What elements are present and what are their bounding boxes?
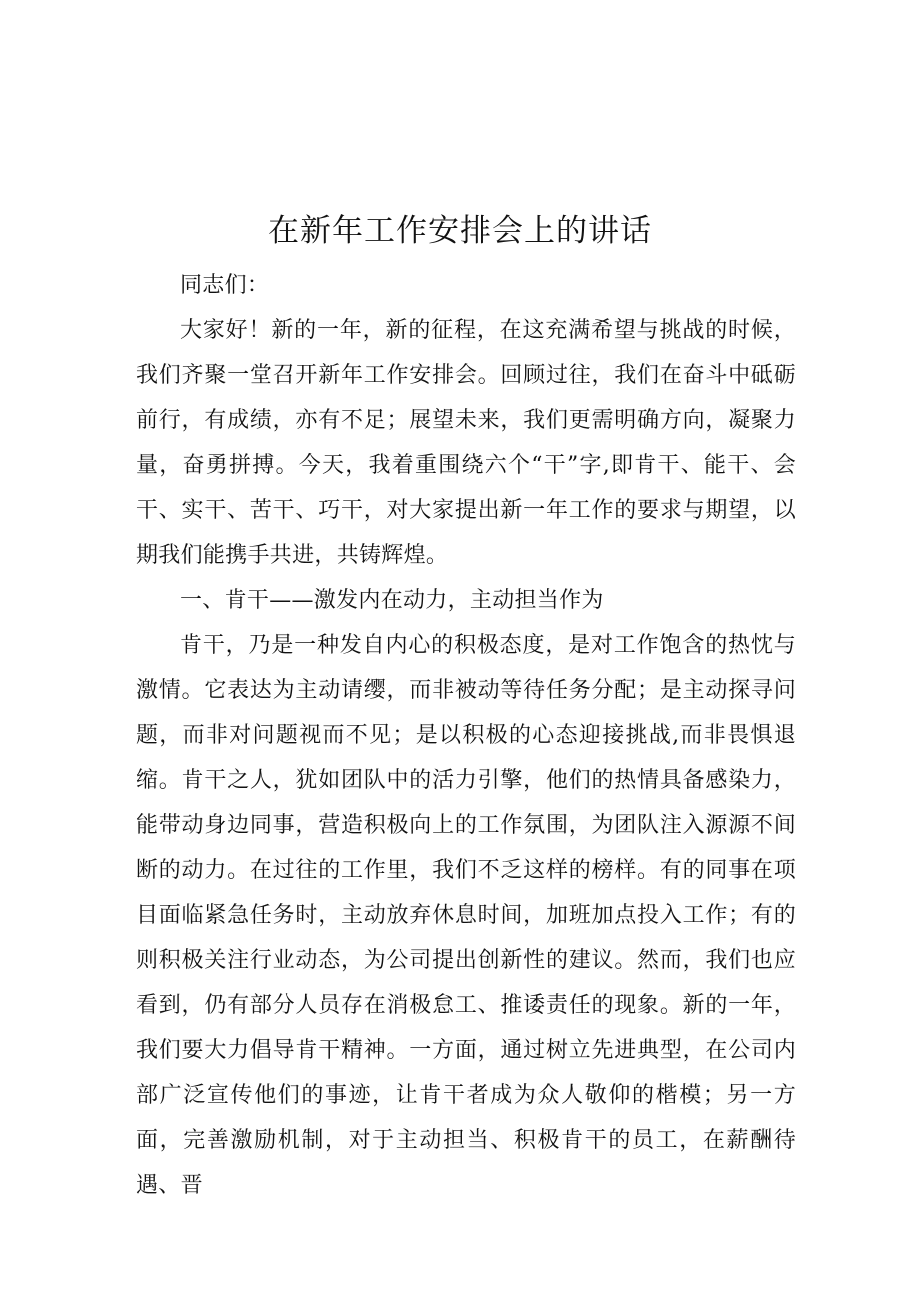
document-title: 在新年工作安排会上的讲话	[268, 213, 652, 249]
salutation: 同志们：	[180, 273, 270, 298]
body-paragraph: 肯干，乃是一种发自内心的积极态度，是对工作饱含的热忱与激情。它表达为主动请缨，而非被动等待任务分配；是主动探寻问题，而非对问题视而不见；是以积极的心态迎接挑战,而非畏惧退缩。肯干之人，犹如团队中的活力引擎，他们的热情具备感染力，能带动身边同事，营造积极向上的工作氛围，为团队注入源源不间断的动力。在过往的工作里，我们不乏这样的榜样。有的同事在项目面临紧急任务时，主动放弃休息时间，加班加点投入工作；有的则积极关注行业动态，为公司提出创新性的建议。然而，我们也应看到，仍有部分人员存在消极怠工、推诿责任的现象。新的一年，我们要大力倡导肯干精神。一方面，通过树立先进典型，在公司内部广泛宣传他们的事迹，让肯干者成为众人敬仰的楷模；另一方面，完善激励机制，对于主动担当、积极肯干的员工，在薪酬待遇、晋	[136, 633, 796, 1198]
document-body	[136, 263, 796, 1208]
intro-paragraph: 大家好！新的一年，新的征程，在这充满希望与挑战的时候，我们齐聚一堂召开新年工作安排会。回顾过往，我们在奋斗中砥砺前行，有成绩，亦有不足；展望未来，我们更需明确方向，凝聚力量，奋勇拼搏。今天，我着重围绕六个“干”字,即肯干、能干、会干、实干、苦干、巧干，对大家提出新一年工作的要求与期望，以期我们能携手共进，共铸辉煌。	[136, 318, 796, 568]
section-heading: 一、肯干——激发内在动力，主动担当作为	[180, 588, 604, 613]
